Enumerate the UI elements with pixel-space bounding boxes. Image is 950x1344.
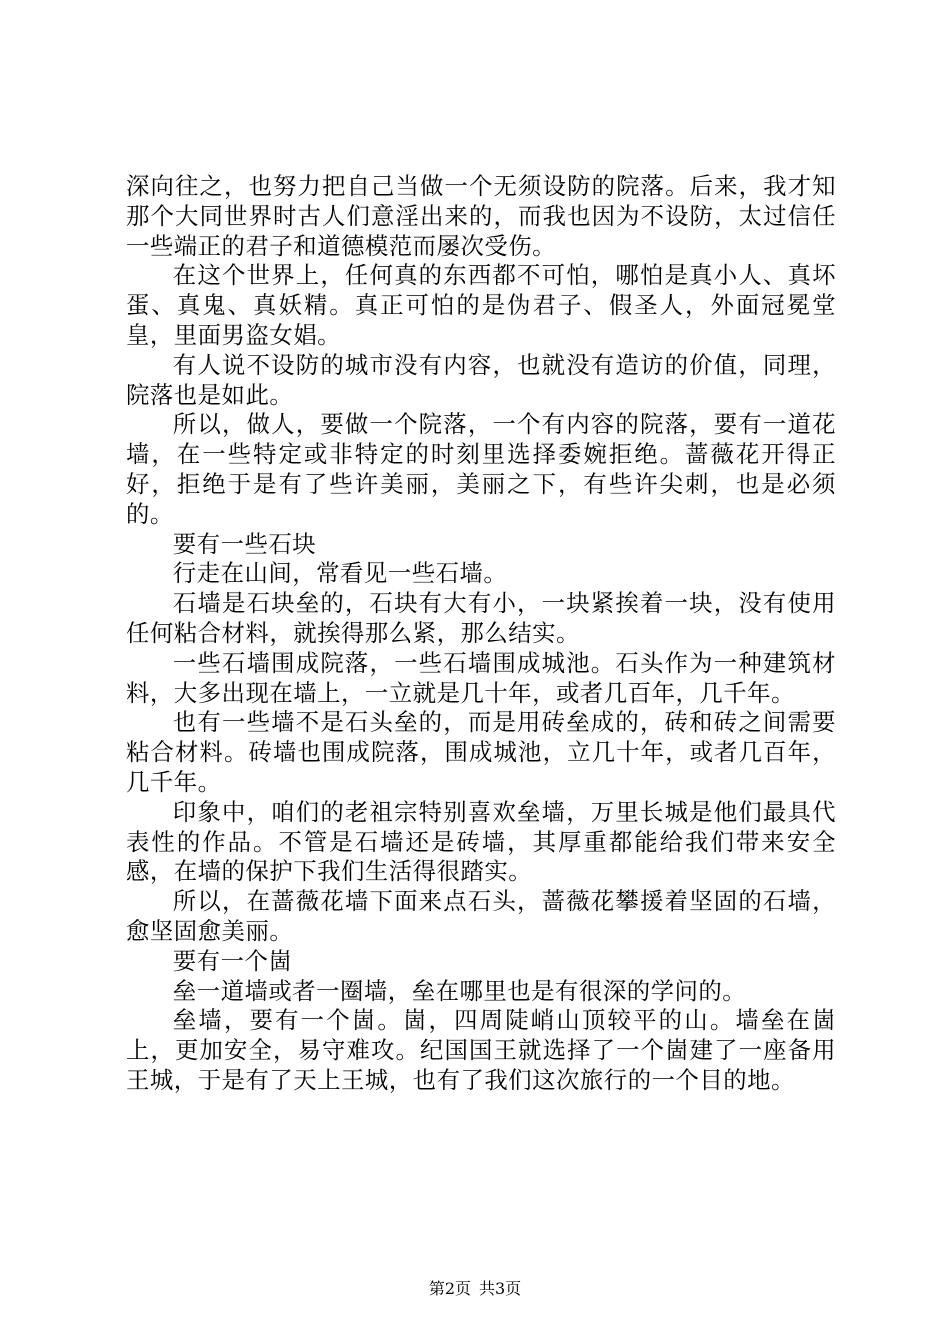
paragraph: 在这个世界上，任何真的东西都不可怕，哪怕是真小人、真坏蛋、真鬼、真妖精。真正可怕的是伪君子、假圣人，外面冠冕堂皇，里面男盗女娼。: [126, 261, 836, 349]
paragraph: 石墙是石块垒的，石块有大有小，一块紧挨着一块，没有使用任何粘合材料，就挨得那么紧，那么结实。: [126, 589, 836, 647]
section-heading: 要有一些石块: [172, 529, 317, 558]
document-body: [126, 172, 836, 1096]
paragraph: 垒一道墙或者一圈墙，垒在哪里也是有很深的学问的。: [172, 976, 747, 1005]
paragraph: 垒墙，要有一个崮。崮，四周陡峭山顶较平的山。墙垒在崮上，更加安全，易守难攻。纪国国王就选择了一个崮建了一座备用王城，于是有了天上王城，也有了我们这次旅行的一个目的地。: [126, 1006, 836, 1094]
section-heading: 要有一个崮: [172, 946, 293, 975]
paragraph: 一些石墙围成院落，一些石墙围成城池。石头作为一种建筑材料，大多出现在墙上，一立就是几十年，或者几百年，几千年。: [126, 648, 836, 707]
page-total: 共3页: [479, 1279, 522, 1298]
paragraph: 所以，做人，要做一个院落，一个有内容的院落，要有一道花墙，在一些特定或非特定的时刻里选择委婉拒绝。蔷薇花开得正好，拒绝于是有了些许美丽，美丽之下，有些许尖刺，也是必须的。: [126, 410, 836, 528]
paragraph: 行走在山间，常看见一些石墙。: [172, 559, 508, 588]
paragraph: 所以，在蔷薇花墙下面来点石头，蔷薇花攀援着坚固的石墙，愈坚固愈美丽。: [126, 887, 836, 945]
paragraph: 印象中，咱们的老祖宗特别喜欢垒墙，万里长城是他们最具代表性的作品。不管是石墙还是砖墙，其厚重都能给我们带来安全感，在墙的保护下我们生活得很踏实。: [126, 797, 836, 886]
page-number: 第2页: [428, 1279, 471, 1298]
paragraph: 也有一些墙不是石头垒的，而是用砖垒成的，砖和砖之间需要粘合材料。砖墙也围成院落，围成城池，立几十年，或者几百年，几千年。: [126, 708, 836, 796]
page-footer: [0, 1279, 950, 1299]
paragraph-continued: 深向往之，也努力把自己当做一个无须设防的院落。后来，我才知那个大同世界时古人们意淫出来的，而我也因为不设防，太过信任一些端正的君子和道德模范而屡次受伤。: [126, 172, 836, 260]
paragraph: 有人说不设防的城市没有内容，也就没有造访的价值，同理，院落也是如此。: [126, 350, 836, 409]
